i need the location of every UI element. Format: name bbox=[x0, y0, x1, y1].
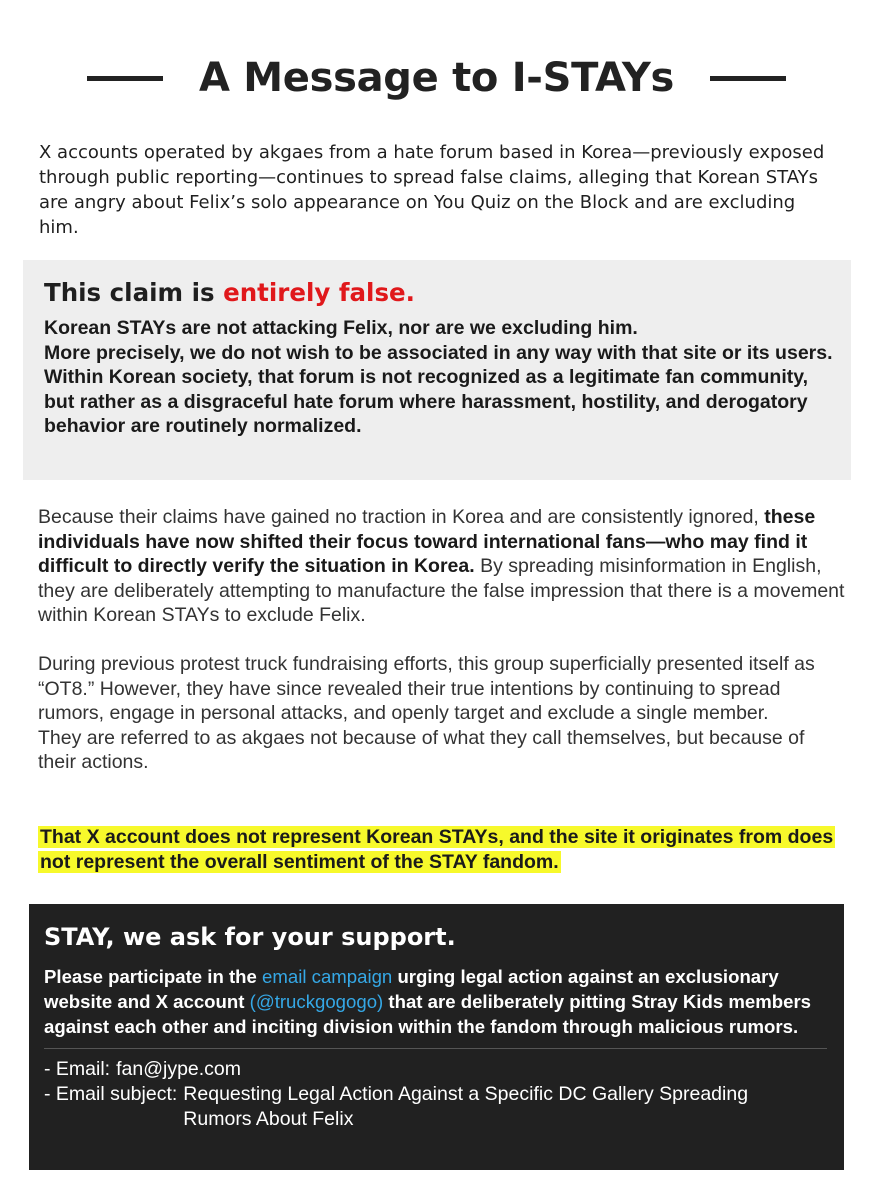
email-label: - Email: bbox=[44, 1058, 111, 1080]
claim-line-1: Korean STAYs are not attacking Felix, nor are we excluding him. bbox=[44, 317, 638, 339]
title-right-rule bbox=[710, 76, 786, 81]
body-paragraph-1 bbox=[38, 505, 846, 628]
claim-box bbox=[23, 260, 851, 480]
claim-line-3: Within Korean society, that forum is not recognized as a legitimate fan community, but rather as a disgraceful hate forum where harassment, hostility, and derogatory behavior are routinely normalized. bbox=[44, 366, 809, 437]
body-paragraph-2 bbox=[38, 652, 846, 775]
claim-line-2: More precisely, we do not wish to be associated in any way with that site or its users. bbox=[44, 341, 833, 364]
email-subject-row bbox=[44, 1082, 830, 1132]
para1-start: Because their claims have gained no traction in Korea and are consistently ignored, bbox=[38, 506, 765, 528]
para3-text: They are referred to as akgaes not because of what they call themselves, but because of their actions. bbox=[38, 726, 805, 773]
support-box bbox=[29, 904, 844, 1170]
title-row bbox=[0, 48, 873, 108]
support-text-1: Please participate in the bbox=[44, 966, 263, 987]
para1-bold: these individuals have now shifted their focus toward international fans—who may find it difficult to directly verify the situation in Korea. bbox=[38, 506, 816, 577]
support-title: STAY, we ask for your support. bbox=[44, 923, 456, 951]
email-row bbox=[44, 1057, 830, 1082]
support-text-2: urging legal action against an exclusionary website and X account bbox=[44, 966, 779, 1012]
email-details bbox=[44, 1057, 830, 1132]
claim-body bbox=[44, 316, 835, 439]
page-title: A Message to I-STAYs bbox=[198, 55, 675, 101]
claim-heading-emphasis: entirely false. bbox=[223, 278, 415, 307]
email-campaign-link[interactable]: email campaign bbox=[262, 966, 393, 987]
highlight-paragraph bbox=[38, 825, 848, 874]
title-left-rule bbox=[87, 76, 163, 81]
claim-heading-prefix: This claim is bbox=[44, 278, 224, 307]
email-address: fan@jype.com bbox=[116, 1058, 242, 1080]
intro-paragraph: X accounts operated by akgaes from a hate forum based in Korea—previously exposed through public reporting—continues to spread false claims, alleging that Korean STAYs are angry about Felix’s solo appearance on You Quiz on the Block and are excluding him. bbox=[39, 142, 825, 238]
highlight-text: That X account does not represent Korean STAYs, and the site it originates from does not represent the overall sentiment of the STAY fandom. bbox=[40, 826, 834, 873]
support-text-3: that are deliberately pitting Stray Kids members against each other and inciting division within the fandom through malicious rumors. bbox=[44, 991, 812, 1037]
truckgogogo-account-link[interactable]: (@truckgogogo) bbox=[249, 991, 384, 1012]
claim-heading bbox=[44, 278, 835, 308]
email-subject-label: - Email subject: bbox=[44, 1083, 178, 1105]
para2-text: During previous protest truck fundraising efforts, this group superficially presented itself as “OT8.” However, they have since revealed their true intentions by continuing to spread rumors, engage in personal attacks, and openly target and exclude a single member. bbox=[38, 653, 815, 724]
support-body bbox=[44, 964, 830, 1039]
support-divider bbox=[44, 1048, 827, 1049]
email-subject-value: Requesting Legal Action Against a Specific DC Gallery Spreading Rumors About Felix bbox=[183, 1083, 749, 1130]
para1-end: By spreading misinformation in English, they are deliberately attempting to manufacture the false impression that there is a movement within Korean STAYs to exclude Felix. bbox=[38, 555, 845, 626]
